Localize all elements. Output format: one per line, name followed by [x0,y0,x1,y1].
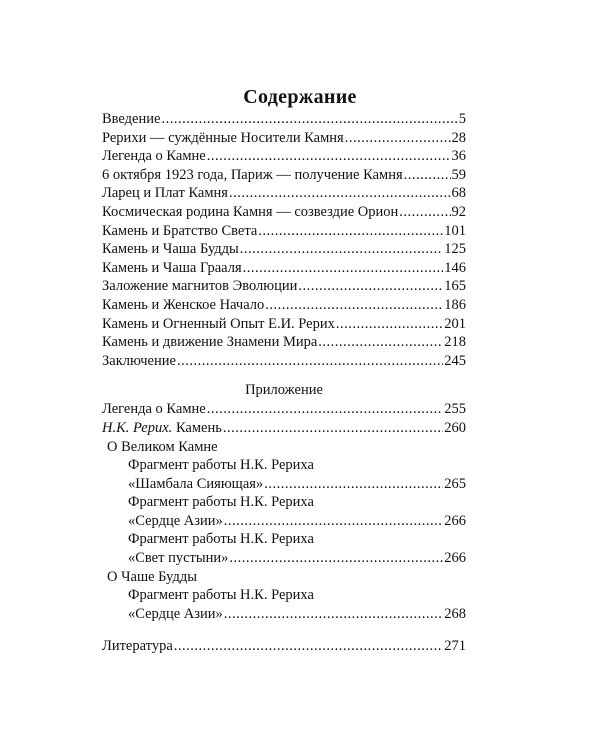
appendix-heading: Приложение [245,382,323,399]
dot-leader [207,400,444,419]
toc-entry-label: Камень и движение Знамени Мира [102,334,318,351]
subsection-heading: О Чаше Будды [107,568,197,585]
page-title: Содержание [243,86,357,108]
toc-entry-page: 36 [451,148,466,165]
toc-entry-page: 268 [444,605,466,622]
dot-leader [298,277,443,296]
toc-entry [102,203,466,222]
dot-leader [177,352,443,371]
toc-entry-page: 28 [451,129,466,146]
toc-entry-page: 266 [444,550,466,567]
toc-entry [102,512,466,531]
toc-entry-label: Камень и Чаша Грааля [102,259,242,276]
toc-entry [102,605,466,624]
dot-leader [404,166,451,185]
toc-entry-page: 101 [444,222,466,239]
fragment-line: Фрагмент работы Н.К. Рериха [128,587,314,604]
author-name: Н.К. Рерих. [102,419,173,436]
toc-entry-page: 92 [451,203,466,220]
toc-entry [102,352,466,371]
dot-leader [243,259,444,278]
toc-entry-page: 266 [444,512,466,529]
subsection-heading: О Великом Камне [107,438,218,455]
toc-entry-label: Легенда о Камне [102,401,206,418]
fragment-line: Фрагмент работы Н.К. Рериха [128,531,314,548]
work-title: Камень [172,419,222,436]
dot-leader [223,419,443,438]
toc-entry-literature [102,637,466,656]
toc-entry [102,147,466,166]
toc-entry-label: Заложение магнитов Эволюции [102,278,298,295]
dot-leader [265,296,443,315]
toc-entry [102,333,466,352]
toc-entry [102,222,466,241]
toc-entry-page: 186 [444,296,466,313]
dot-leader [258,222,443,241]
toc-entry-label: Введение [102,111,161,127]
toc-entry-label: «Шамбала Сияющая» [128,475,264,492]
toc-entry-page: 146 [444,259,466,276]
dot-leader [229,549,443,568]
toc-entry-label: Камень и Чаша Будды [102,241,239,258]
dot-leader [224,605,443,624]
toc-entry-label: Камень и Братство Света [102,222,258,239]
toc-entry-page: 255 [444,401,466,418]
toc-entry-label: Рерихи — суждённые Носители Камня [102,129,344,146]
toc-entry [102,400,466,419]
toc-entry-page: 271 [444,638,466,655]
dot-leader [264,475,443,494]
dot-leader [174,637,443,656]
toc-entry [102,240,466,259]
toc-entry-label: «Свет пустыни» [128,550,229,567]
toc-entry [102,259,466,278]
dot-leader [336,315,443,334]
toc-entry-page: 265 [444,475,466,492]
dot-leader [345,129,451,148]
dot-leader [161,110,457,129]
toc-entry-label: «Сердце Азии» [128,605,223,622]
dot-leader [207,147,451,166]
toc-entry-label [102,419,222,438]
toc-entry-label: Легенда о Камне [102,148,206,165]
toc-entry-label: Космическая родина Камня — созвездие Орион [102,203,399,220]
toc-entry [102,129,466,148]
table-of-contents [102,110,466,656]
toc-entry [102,110,466,129]
toc-entry [102,184,466,203]
toc-entry-page: 5 [458,111,466,127]
toc-entry-page: 59 [451,166,466,183]
toc-entry-page: 201 [444,315,466,332]
toc-entry-label: Заключение [102,352,176,369]
toc-entry [102,296,466,315]
dot-leader [224,512,443,531]
toc-entry [102,315,466,334]
toc-entry-label: Литература [102,638,173,655]
dot-leader [399,203,450,222]
toc-entry [102,166,466,185]
toc-entry-label: Камень и Женское Начало [102,296,265,313]
toc-entry-page: 260 [444,419,466,436]
toc-entry-page: 68 [451,185,466,202]
toc-entry-page: 245 [444,352,466,369]
fragment-line: Фрагмент работы Н.К. Рериха [128,457,314,474]
toc-entry [102,277,466,296]
toc-entry-page: 165 [444,278,466,295]
toc-entry [102,549,466,568]
toc-entry-label: Ларец и Плат Камня [102,185,228,202]
toc-entry-label: «Сердце Азии» [128,512,223,529]
toc-entry [102,475,466,494]
toc-entry-page: 218 [444,334,466,351]
dot-leader [229,184,451,203]
toc-entry [102,419,466,438]
toc-entry-label: 6 октября 1923 года, Париж — получение Камня [102,166,403,183]
toc-entry-label: Камень и Огненный Опыт Е.И. Рерих [102,315,335,332]
dot-leader [240,240,443,259]
fragment-line: Фрагмент работы Н.К. Рериха [128,494,314,511]
spacer [102,623,466,637]
dot-leader [318,333,443,352]
toc-entry-page: 125 [444,241,466,258]
